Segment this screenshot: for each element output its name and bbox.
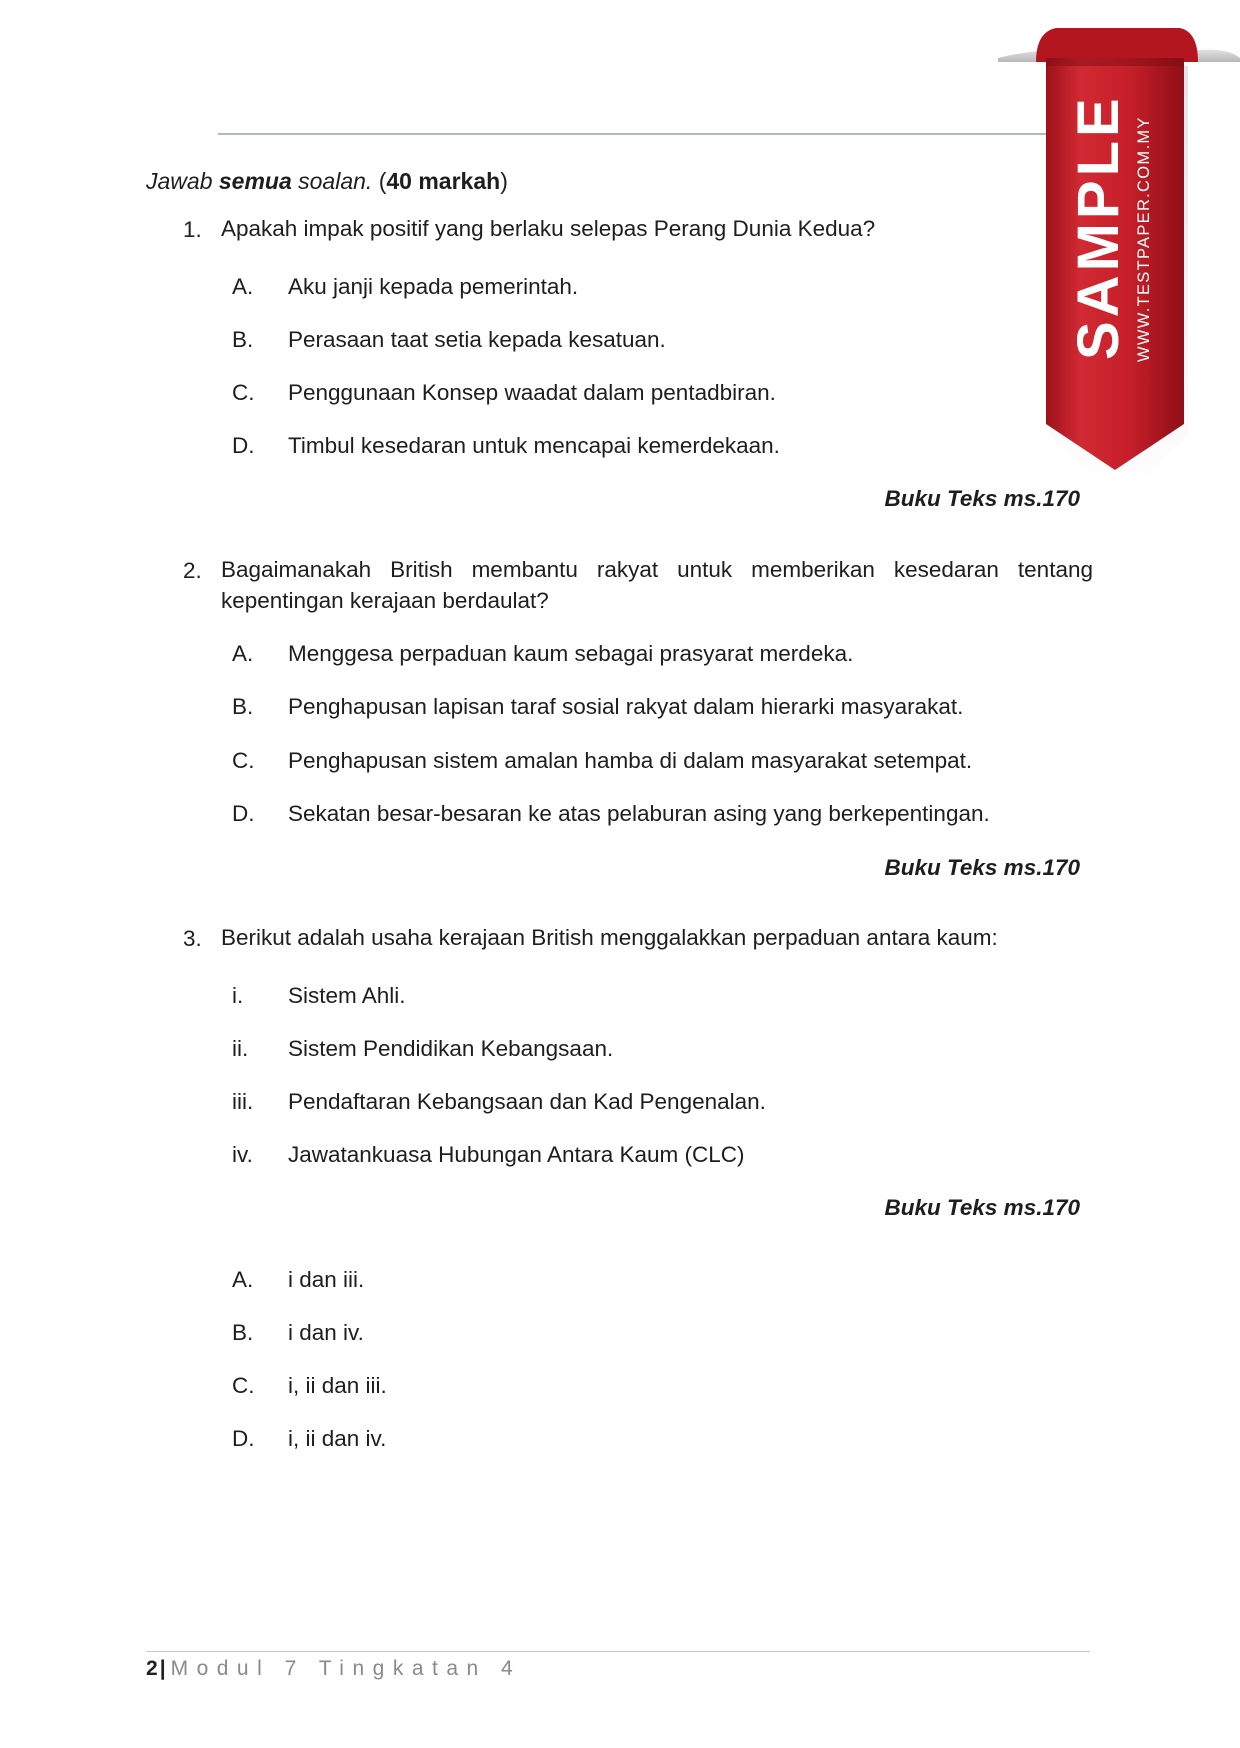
option-text: Penghapusan lapisan taraf sosial rakyat dalam hierarki masyarakat. xyxy=(288,694,964,719)
footer-separator: | xyxy=(159,1657,166,1680)
question-number: 2. xyxy=(183,558,202,583)
item-text: Pendaftaran Kebangsaan dan Kad Pengenalan. xyxy=(288,1089,766,1114)
option-letter: C. xyxy=(232,748,255,773)
option-text: Timbul kesedaran untuk mencapai kemerdekaan. xyxy=(288,433,780,458)
textbook-reference: Buku Teks ms.170 xyxy=(884,1195,1080,1220)
option-letter: D. xyxy=(232,433,255,458)
instruction-marks: 40 markah xyxy=(386,168,501,194)
item-text: Sistem Pendidikan Kebangsaan. xyxy=(288,1036,614,1061)
option-text: Penghapusan sistem amalan hamba di dalam masyarakat setempat. xyxy=(288,748,973,773)
option-letter: D. xyxy=(232,801,255,826)
option-letter: B. xyxy=(232,694,254,719)
item-text: Jawatankuasa Hubungan Antara Kaum (CLC) xyxy=(288,1142,745,1167)
question-number: 3. xyxy=(183,926,202,951)
option-letter: A. xyxy=(232,274,254,299)
option-text: Penggunaan Konsep waadat dalam pentadbiran. xyxy=(288,380,776,405)
module-label: Modul 7 Tingkatan 4 xyxy=(170,1657,522,1680)
ribbon-top xyxy=(1036,28,1198,62)
ribbon-top-shade xyxy=(1046,58,1184,66)
instruction xyxy=(146,168,508,195)
instruction-emphasis: semua xyxy=(218,168,292,194)
instruction-word: soalan. xyxy=(298,168,373,194)
footer-rule xyxy=(146,1651,1090,1652)
instruction-paren-open: ( xyxy=(378,168,387,194)
item-text: Sistem Ahli. xyxy=(288,983,406,1008)
instruction-word: Jawab xyxy=(146,168,213,194)
page-footer xyxy=(146,1657,521,1681)
option-text: Sekatan besar-besaran ke atas pelaburan asing yang berkepentingan. xyxy=(288,801,990,826)
option-text: i, ii dan iv. xyxy=(288,1426,387,1451)
item-numeral: iii. xyxy=(232,1089,254,1114)
option-letter: C. xyxy=(232,380,255,405)
option-letter: D. xyxy=(232,1426,255,1451)
option-letter: A. xyxy=(232,641,254,666)
option-text: Menggesa perpaduan kaum sebagai prasyarat merdeka. xyxy=(288,641,854,666)
question-text: Berikut adalah usaha kerajaan British menggalakkan perpaduan antara kaum: xyxy=(221,925,998,950)
option-text: i, ii dan iii. xyxy=(288,1373,387,1398)
option-letter: B. xyxy=(232,1320,254,1345)
option-letter: C. xyxy=(232,1373,255,1398)
option-letter: A. xyxy=(232,1267,254,1292)
watermark-url: WWW.TESTPAPER.COM.MY xyxy=(1135,116,1153,362)
instruction-paren-close: ) xyxy=(500,168,508,194)
textbook-reference: Buku Teks ms.170 xyxy=(884,855,1080,880)
option-text: Aku janji kepada pemerintah. xyxy=(288,274,579,299)
question-text-line: Bagaimanakah British membantu rakyat untuk memberikan kesedaran tentang xyxy=(221,557,1093,582)
option-letter: B. xyxy=(232,327,254,352)
item-numeral: iv. xyxy=(232,1142,253,1167)
question-text xyxy=(221,554,1093,616)
option-text: i dan iv. xyxy=(288,1320,364,1345)
sample-label: SAMPLE xyxy=(1066,94,1131,360)
option-text: Perasaan taat setia kepada kesatuan. xyxy=(288,327,666,352)
item-numeral: ii. xyxy=(232,1036,249,1061)
item-numeral: i. xyxy=(232,983,244,1008)
option-text: i dan iii. xyxy=(288,1267,365,1292)
sample-ribbon-watermark xyxy=(998,22,1240,492)
page-number: 2 xyxy=(146,1657,158,1680)
question-number: 1. xyxy=(183,217,202,242)
textbook-reference: Buku Teks ms.170 xyxy=(884,486,1080,511)
question-text-line: kepentingan kerajaan berdaulat? xyxy=(221,588,549,613)
header-rule xyxy=(218,133,1048,135)
question-text: Apakah impak positif yang berlaku selepas Perang Dunia Kedua? xyxy=(221,216,876,241)
